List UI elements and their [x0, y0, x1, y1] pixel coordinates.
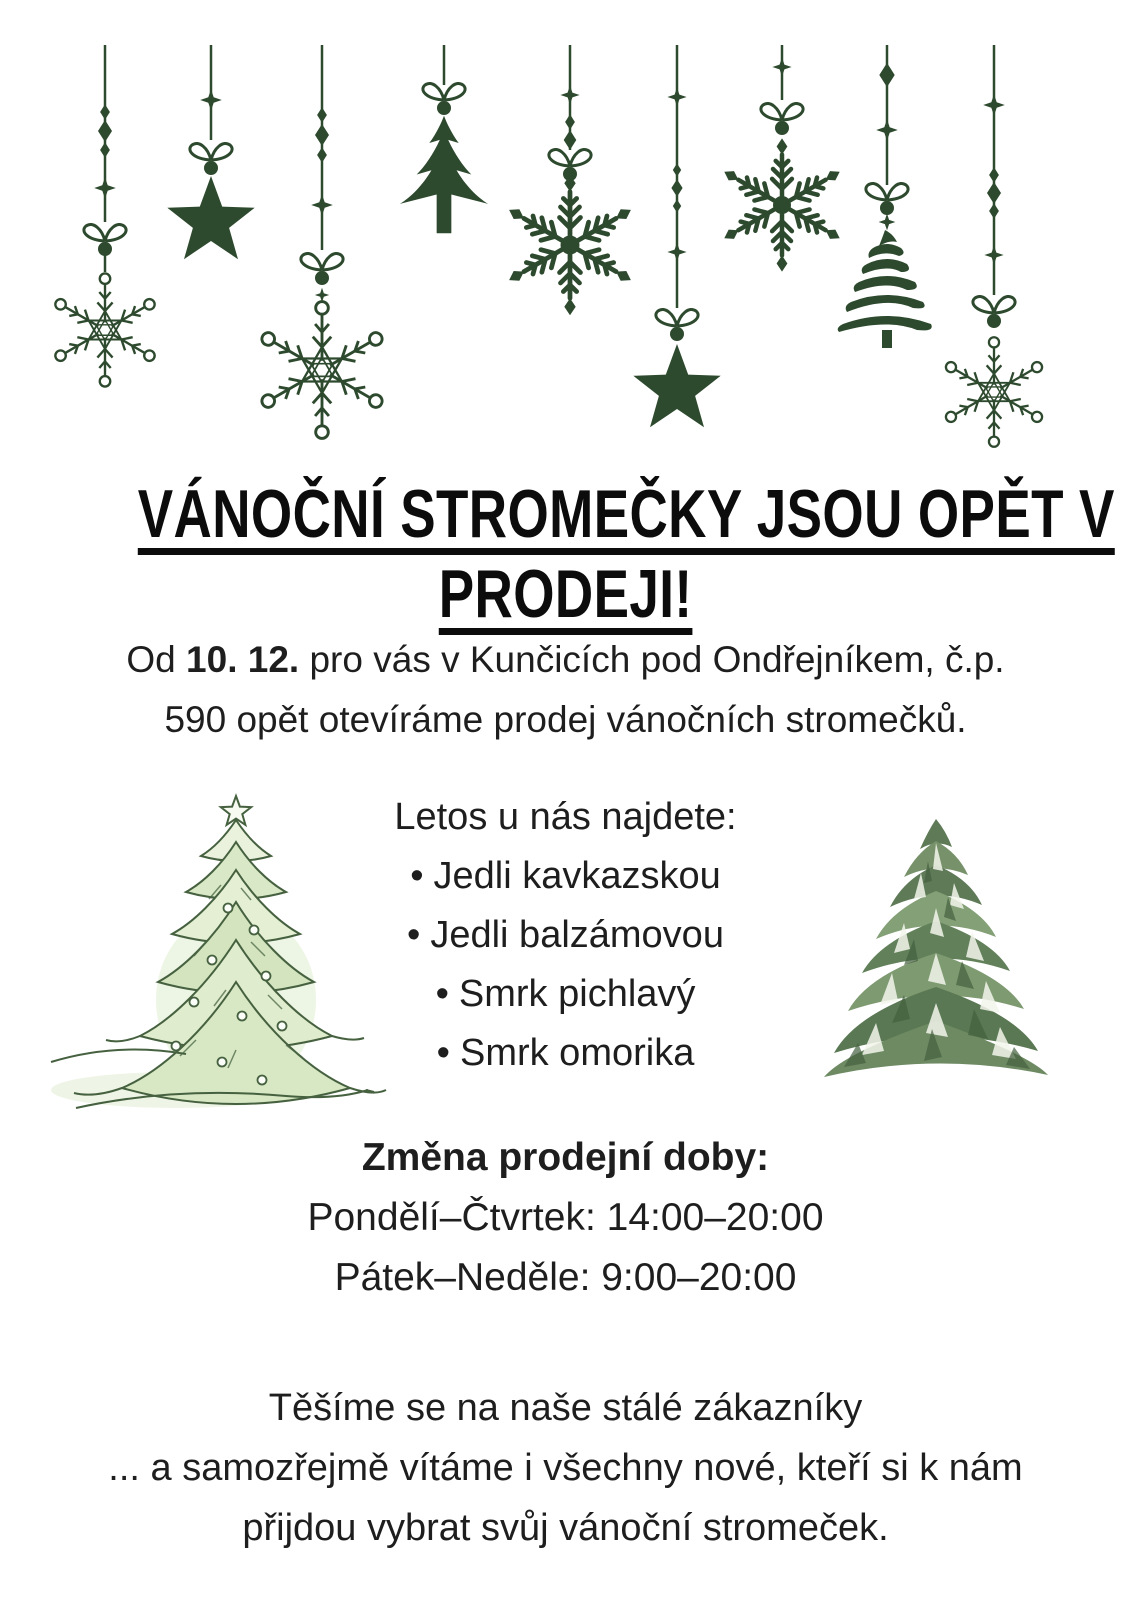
- snowflake-outline-icon: [52, 273, 158, 386]
- watercolor-fir-tree-illustration: [786, 813, 1086, 1088]
- hours-line-1: Pondělí–Čtvrtek: 14:00–20:00: [307, 1196, 824, 1239]
- ornament-tree-solid: [400, 45, 488, 233]
- christmas-tree-brush-icon: [838, 230, 932, 348]
- hours-heading: Změna prodejní doby:: [361, 1136, 770, 1179]
- intro-paragraph: [0, 630, 1131, 750]
- ornament-snowflake-outline-2: [943, 45, 1045, 447]
- opening-hours: [0, 1128, 1131, 1308]
- ornament-tree-brush: [838, 45, 932, 348]
- bow-icon: [761, 103, 803, 135]
- snowflake-bold-icon: [504, 175, 636, 316]
- list-item-label: Jedli balzámovou: [430, 914, 724, 956]
- bow-icon: [301, 253, 343, 285]
- bullet: •: [410, 855, 424, 897]
- intro-rest: pro vás v Kunčicích pod Ondřejníkem, č.p.: [299, 639, 1005, 680]
- bow-icon: [656, 309, 698, 341]
- christmas-tree-icon: [400, 116, 488, 234]
- title-line-1: VÁNOČNÍ STROMEČKY JSOU OPĚT V: [137, 476, 1115, 552]
- ornament-star-low: [633, 45, 720, 427]
- hours-line-2: Pátek–Neděle: 9:00–20:00: [334, 1256, 797, 1299]
- snowflake-outline-icon: [943, 337, 1045, 446]
- ornament-snowflake-ornate: [258, 45, 386, 438]
- bullet: •: [435, 973, 449, 1015]
- star-icon: [633, 344, 720, 427]
- snowflake-ornate-icon: [258, 302, 386, 439]
- bow-icon: [973, 296, 1015, 328]
- offer-heading: Letos u nás najdete:: [394, 796, 737, 838]
- snowflake-bold-icon: [719, 138, 844, 271]
- intro-line-2: 590 opět otevíráme prodej vánočních stromečků.: [164, 699, 967, 740]
- ornament-snowflake-bold: [504, 45, 636, 315]
- bullet: •: [436, 1032, 450, 1074]
- bow-icon: [866, 183, 908, 215]
- outro-line-3: přijdou vybrat svůj vánoční stromeček.: [242, 1507, 889, 1549]
- outro-line-1: Těšíme se na naše stálé zákazníky: [268, 1387, 863, 1429]
- hanging-ornaments-band: [0, 0, 1131, 470]
- star-icon: [167, 176, 254, 259]
- list-item-label: Smrk omorika: [459, 1032, 695, 1074]
- poster-title: [0, 474, 1131, 634]
- list-item-label: Jedli kavkazskou: [433, 855, 721, 897]
- ornament-snowflake-outline: [52, 45, 158, 387]
- bow-icon: [190, 143, 232, 175]
- list-item-label: Smrk pichlavý: [458, 973, 696, 1015]
- bullet: •: [407, 914, 421, 956]
- title-line-2: PRODEJI!: [438, 556, 693, 632]
- ornament-snowflake-bold-2: [719, 45, 844, 272]
- intro-line-1: [0, 630, 1131, 690]
- outro-line-2: ... a samozřejmě vítáme i všechny nové, kteří si k nám: [108, 1447, 1023, 1489]
- intro-date: 10. 12.: [186, 639, 300, 680]
- bow-icon: [84, 224, 126, 256]
- bow-icon: [423, 83, 465, 115]
- outro-paragraph: [0, 1378, 1131, 1558]
- ornament-star: [167, 45, 254, 259]
- intro-prefix: Od: [126, 639, 187, 680]
